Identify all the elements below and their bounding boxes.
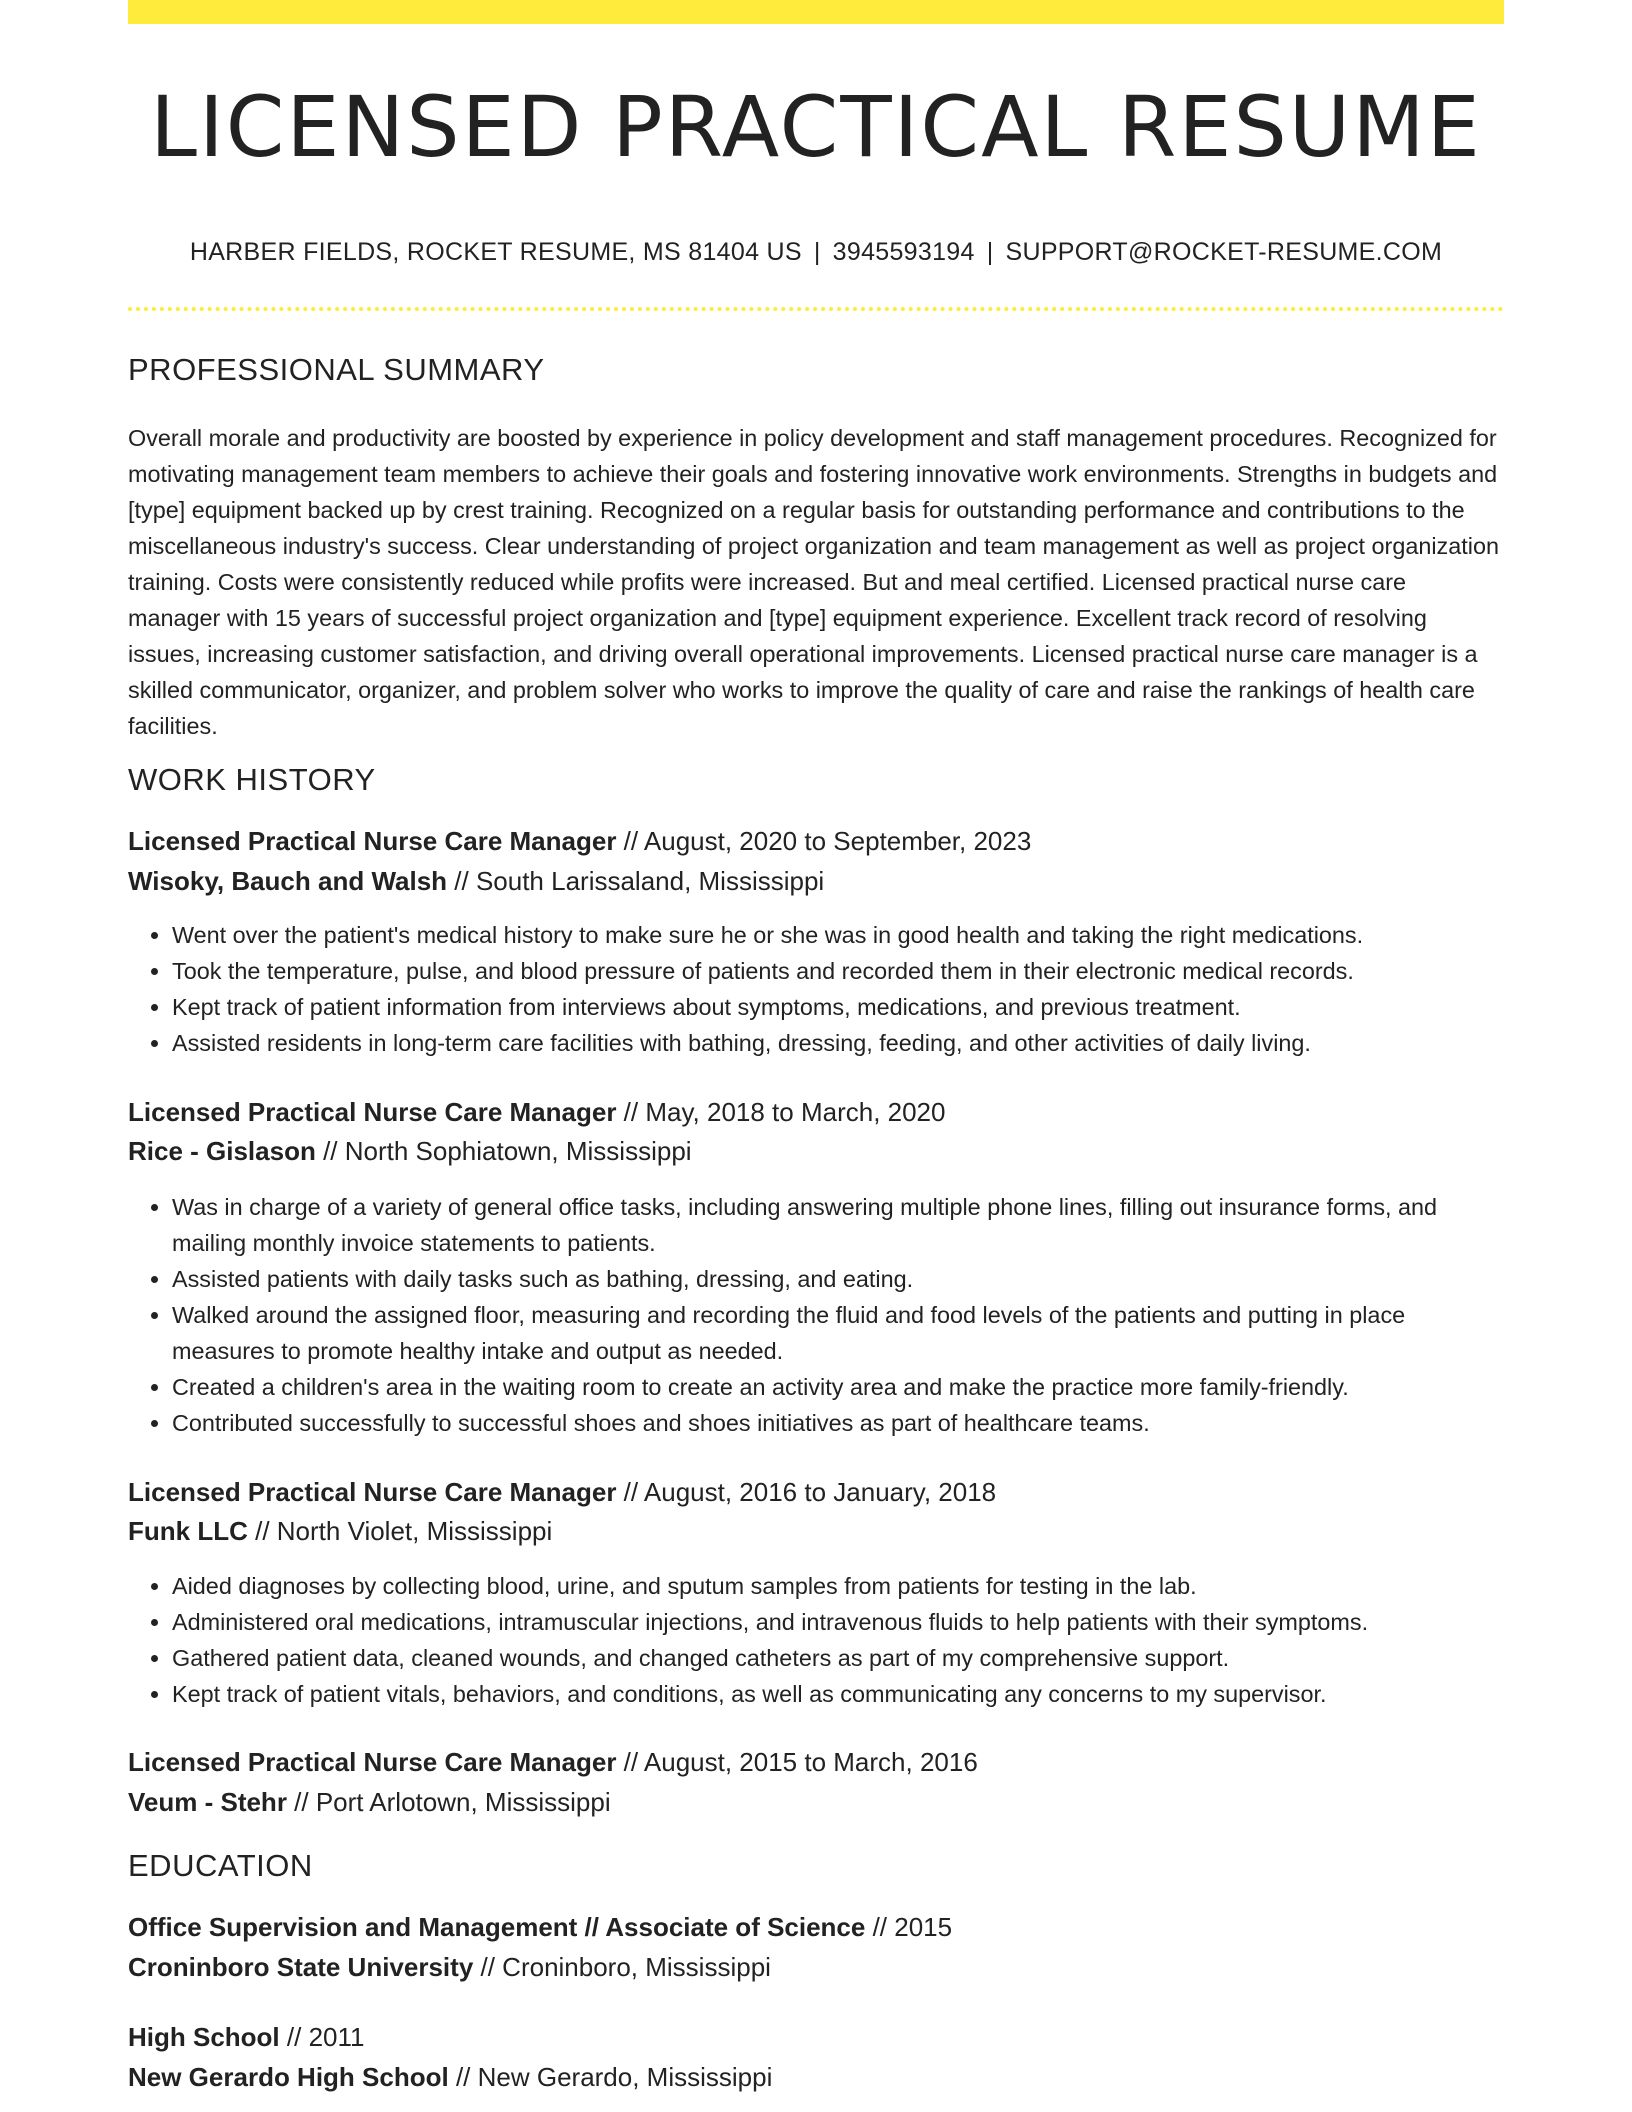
- job-bullet: • Was in charge of a variety of general office tasks, including answering multiple phone lines, filling out insurance forms, and mailing monthly invoice statements to patients.: [172, 1189, 1504, 1261]
- job-bullets: [128, 917, 1504, 1061]
- job-company-line: [128, 1136, 692, 1167]
- job-bullet: • Kept track of patient vitals, behaviors, and conditions, as well as communicating any concerns to my supervisor.: [172, 1676, 1504, 1712]
- job-bullet: • Gathered patient data, cleaned wounds, and changed catheters as part of my comprehensive support.: [172, 1640, 1504, 1676]
- job-bullet: • Created a children's area in the waiting room to create an activity area and make the practice more family-friendly.: [172, 1369, 1504, 1405]
- job-dates: // May, 2018 to March, 2020: [616, 1097, 946, 1127]
- job-location: // South Larissaland, Mississippi: [447, 866, 825, 896]
- job-title: Licensed Practical Nurse Care Manager: [128, 826, 617, 856]
- job-company-line: [128, 1787, 611, 1818]
- education-school: New Gerardo High School: [128, 2062, 449, 2092]
- job-company-line: [128, 866, 824, 897]
- education-school-line: [128, 2062, 772, 2093]
- job-bullet: • Administered oral medications, intramuscular injections, and intravenous fluids to help patients with their symptoms.: [172, 1604, 1504, 1640]
- job-bullet: • Contributed successfully to successful shoes and shoes initiatives as part of healthcare teams.: [172, 1405, 1504, 1441]
- job-dates: // August, 2016 to January, 2018: [616, 1477, 997, 1507]
- contact-phone: 3945593194: [832, 238, 975, 266]
- job-company: Rice - Gislason: [128, 1136, 316, 1166]
- job-bullet: • Took the temperature, pulse, and blood pressure of patients and recorded them in their electronic medical records.: [172, 953, 1504, 989]
- job-title-line: [128, 1477, 996, 1508]
- summary-text: Overall morale and productivity are boosted by experience in policy development and staff management procedures. Recognized for motivating management team members to achieve their goals and fostering innovative work environments. Strengths in budgets and [type] equipment backed up by crest training. Recognized on a regular basis for outstanding performance and contributions to the miscellaneous industry's success. Clear understanding of project organization and team management as well as project organization training. Costs were consistently reduced while profits were increased. But and meal certified. Licensed practical nurse care manager with 15 years of successful project organization and [type] equipment experience. Excellent track record of resolving issues, increasing customer satisfaction, and driving overall operational improvements. Licensed practical nurse care manager is a skilled communicator, organizer, and problem solver who works to improve the quality of care and raise the rankings of health care facilities.: [128, 425, 1499, 739]
- job-company-line: [128, 1516, 552, 1547]
- contact-separator: |: [813, 238, 821, 266]
- job-title-line: [128, 1097, 945, 1128]
- header-divider: [128, 307, 1504, 311]
- job-bullets: [128, 1189, 1504, 1441]
- education-degree: Office Supervision and Management // Associate of Science: [128, 1912, 866, 1942]
- job-title-line: [128, 826, 1031, 857]
- job-title-line: [128, 1747, 978, 1778]
- job-company: Wisoky, Bauch and Walsh: [128, 866, 448, 896]
- education-year: // 2015: [865, 1912, 953, 1942]
- job-bullet: • Went over the patient's medical history to make sure he or she was in good health and taking the right medications.: [172, 917, 1504, 953]
- contact-email: SUPPORT@ROCKET-RESUME.COM: [1005, 238, 1443, 266]
- job-bullet: • Walked around the assigned floor, measuring and recording the fluid and food levels of the patients and putting in place measures to promote healthy intake and output as needed.: [172, 1297, 1504, 1369]
- job-dates: // August, 2015 to March, 2016: [616, 1747, 978, 1777]
- job-location: // North Violet, Mississippi: [247, 1516, 553, 1546]
- job-bullets: [128, 1568, 1504, 1712]
- education-school: Croninboro State University: [128, 1952, 474, 1982]
- job-location: // Port Arlotown, Mississippi: [286, 1787, 611, 1817]
- work-history-heading: WORK HISTORY: [128, 762, 376, 797]
- job-company: Funk LLC: [128, 1516, 248, 1546]
- education-location: // Croninboro, Mississippi: [473, 1952, 771, 1982]
- job-title: Licensed Practical Nurse Care Manager: [128, 1747, 617, 1777]
- education-degree: High School: [128, 2022, 280, 2052]
- education-school-line: [128, 1952, 771, 1983]
- education-heading: EDUCATION: [128, 1848, 313, 1883]
- job-bullet: • Kept track of patient information from interviews about symptoms, medications, and previous treatment.: [172, 989, 1504, 1025]
- contact-address: HARBER FIELDS, ROCKET RESUME, MS 81404 US: [189, 238, 802, 266]
- education-degree-line: [128, 1912, 952, 1943]
- education-year: // 2011: [279, 2022, 365, 2052]
- job-title: Licensed Practical Nurse Care Manager: [128, 1097, 617, 1127]
- job-location: // North Sophiatown, Mississippi: [315, 1136, 692, 1166]
- job-bullet: • Assisted patients with daily tasks such as bathing, dressing, and eating.: [172, 1261, 1504, 1297]
- job-dates: // August, 2020 to September, 2023: [616, 826, 1032, 856]
- job-bullet: • Assisted residents in long-term care facilities with bathing, dressing, feeding, and other activities of daily living.: [172, 1025, 1504, 1061]
- job-company: Veum - Stehr: [128, 1787, 287, 1817]
- summary-heading: PROFESSIONAL SUMMARY: [128, 352, 545, 387]
- education-degree-line: [128, 2022, 364, 2053]
- job-bullet: • Aided diagnoses by collecting blood, urine, and sputum samples from patients for testing in the lab.: [172, 1568, 1504, 1604]
- education-location: // New Gerardo, Mississippi: [448, 2062, 773, 2092]
- job-title: Licensed Practical Nurse Care Manager: [128, 1477, 617, 1507]
- contact-separator: |: [986, 238, 994, 266]
- contact-line: [128, 238, 1504, 267]
- top-accent-bar: [128, 0, 1504, 24]
- resume-title: LICENSED PRACTICAL RESUME: [150, 78, 1482, 176]
